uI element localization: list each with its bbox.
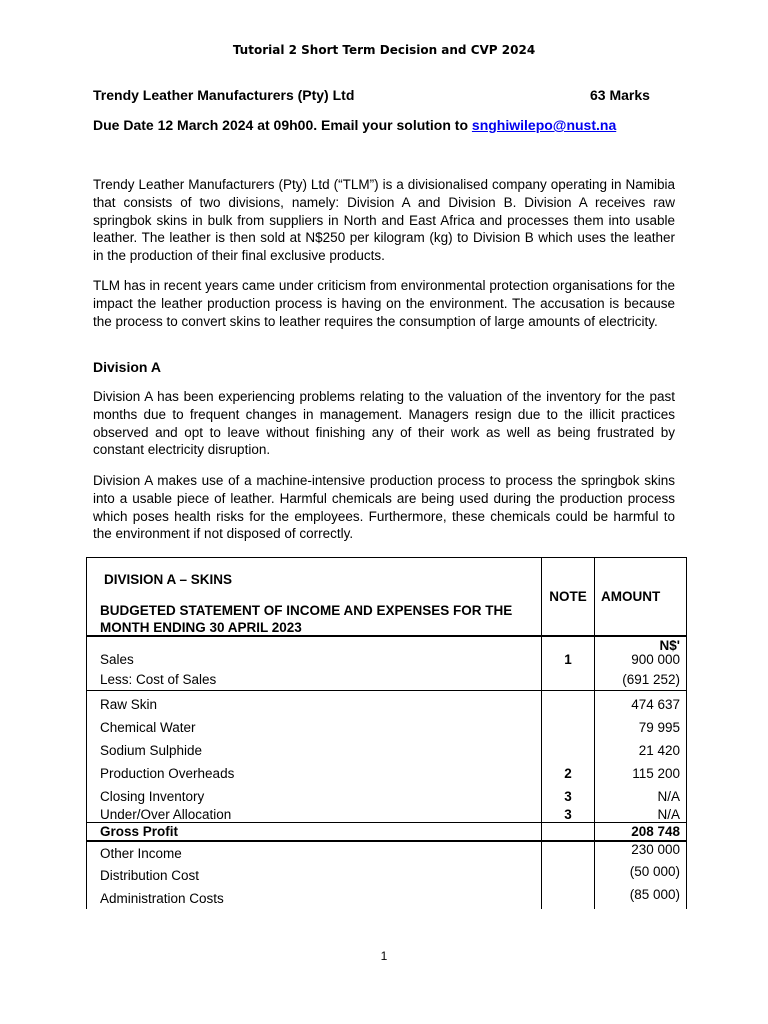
row-label-administration-costs: Administration Costs: [100, 891, 224, 906]
row-amount-raw-skin: 474 637: [631, 697, 680, 712]
row-amount-gross-profit: 208 748: [631, 824, 680, 839]
income-statement-table: [86, 557, 687, 909]
paragraph-inventory-problems: Division A has been experiencing problems relating to the valuation of the inventory for the past months due to frequent changes in management. Managers resign due to the illicit practices observed and opt to leave without finishing any of their work as well as being frustrated by constant electricity disruption.: [93, 389, 675, 458]
row-label-production-overheads: Production Overheads: [100, 766, 235, 781]
paragraph-intro: Trendy Leather Manufacturers (Pty) Ltd (“TLM”) is a divisionalised company operating in Namibia that consists of two divisions, namely: Division A and Division B. Division A receives raw springbok skins in bulk from suppliers in North and East Africa and processes them into usable leather. The leather is then sold at N$250 per kilogram (kg) to Division B which uses the leather in the production of their final exclusive products.: [93, 177, 675, 264]
row-amount-distribution-cost: (50 000): [629, 864, 680, 879]
row-label-distribution-cost: Distribution Cost: [100, 868, 200, 883]
paragraph-criticism: TLM has in recent years came under criticism from environmental protection organisations for the impact the leather production process is having on the environment. The accusation is because the process to convert skins to leather requires the consumption of large amounts of electricity.: [93, 278, 675, 329]
row-label-closing-inventory: Closing Inventory: [100, 789, 205, 804]
row-amount-sodium-sulphide: 21 420: [638, 743, 680, 758]
due-date-text: Due Date 12 March 2024 at 09h00. Email your solution to: [93, 117, 472, 133]
company-name: Trendy Leather Manufacturers (Pty) Ltd: [93, 87, 355, 103]
row-amount-chemical-water: 79 995: [638, 720, 680, 735]
page-number: 1: [380, 949, 388, 963]
row-label-gross-profit: Gross Profit: [100, 824, 179, 839]
table-title: DIVISION A – SKINS: [104, 572, 233, 587]
row-amount-cost-of-sales: (691 252): [622, 672, 680, 687]
row-label-sales: Sales: [100, 652, 134, 667]
row-amount-under-over-allocation: N/A: [657, 807, 680, 822]
row-divider: [87, 822, 686, 823]
table-subtitle-line1: BUDGETED STATEMENT OF INCOME AND EXPENSES FOR THE: [100, 603, 513, 618]
total-marks: 63 Marks: [590, 87, 650, 103]
row-amount-other-income: 230 000: [631, 842, 680, 857]
section-heading-division-a: Division A: [93, 359, 161, 375]
row-label-raw-skin: Raw Skin: [100, 697, 158, 712]
due-date-line: [93, 117, 616, 133]
row-amount-closing-inventory: N/A: [657, 789, 680, 804]
row-amount-sales: 900 000: [631, 652, 680, 667]
row-label-chemical-water: Chemical Water: [100, 720, 196, 735]
column-divider: [594, 558, 595, 909]
row-label-under-over-allocation: Under/Over Allocation: [100, 807, 232, 822]
row-divider: [87, 635, 686, 637]
column-header-amount: AMOUNT: [601, 589, 661, 604]
document-header: Tutorial 2 Short Term Decision and CVP 2024: [232, 43, 536, 57]
row-divider: [87, 840, 686, 842]
row-amount-administration-costs: (85 000): [629, 887, 680, 902]
row-note-production-overheads: 2: [564, 766, 572, 781]
row-amount-production-overheads: 115 200: [632, 766, 680, 781]
column-divider: [541, 558, 542, 909]
row-note-closing-inventory: 3: [564, 789, 572, 804]
table-subtitle-line2: MONTH ENDING 30 APRIL 2023: [100, 620, 302, 635]
row-label-sodium-sulphide: Sodium Sulphide: [100, 743, 203, 758]
row-note-under-over-allocation: 3: [564, 807, 572, 822]
paragraph-production-process: Division A makes use of a machine-intensive production process to process the springbok skins into a usable piece of leather. Harmful chemicals are being used during the production process which poses health risks for the employees. Furthermore, these chemicals could be harmful to the environment if not disposed of correctly.: [93, 473, 675, 542]
column-header-note: NOTE: [549, 589, 587, 604]
row-note-sales: 1: [564, 652, 572, 667]
email-link[interactable]: snghiwilepo@nust.na: [471, 117, 617, 133]
row-label-other-income: Other Income: [100, 846, 182, 861]
row-label-cost-of-sales: Less: Cost of Sales: [100, 672, 217, 687]
row-divider: [87, 690, 686, 691]
currency-unit: N$': [659, 638, 680, 653]
